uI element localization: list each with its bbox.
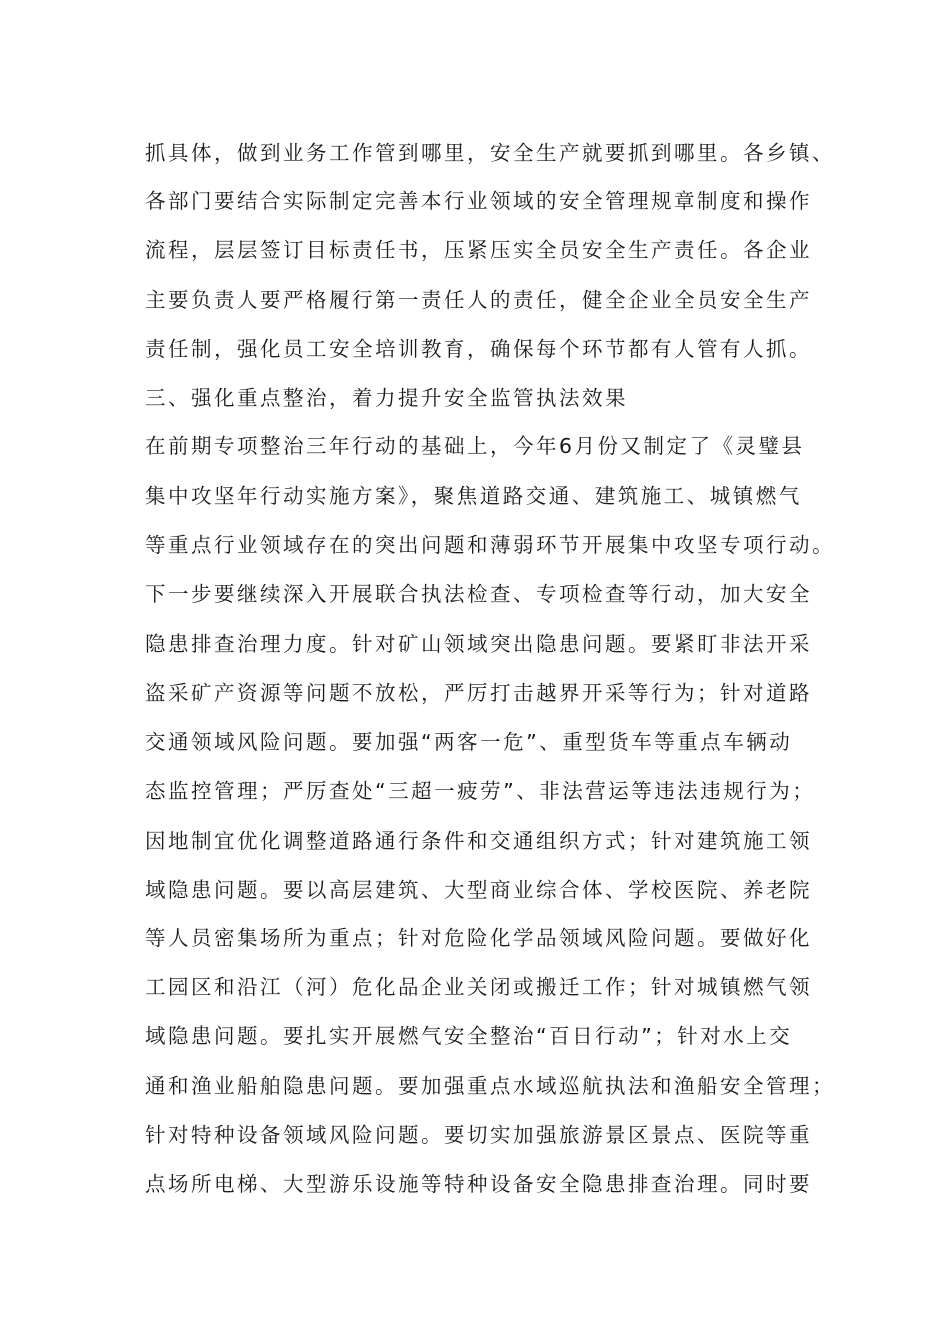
body-text-line: 主要负责人要严格履行第一责任人的责任，健全企业全员安全生产 <box>145 288 812 312</box>
body-text-line: 隐患排查治理力度。针对矿山领域突出隐患问题。要紧盯非法开采 <box>145 632 812 656</box>
section-heading: 三、强化重点整治，着力提升安全监管执法效果 <box>145 386 628 410</box>
body-text-line: 等重点行业领域存在的突出问题和薄弱环节开展集中攻坚专项行动。 <box>145 533 835 557</box>
body-text-line: 工园区和沿江（河）危化品企业关闭或搬迁工作；针对城镇燃气领 <box>145 975 812 999</box>
body-text-line: 集中攻坚年行动实施方案》，聚焦道路交通、建筑施工、城镇燃气 <box>145 484 802 508</box>
body-text-line: 盗采矿产资源等问题不放松，严厉打击越界开采等行为；针对道路 <box>145 681 812 705</box>
body-text-line: 点场所电梯、大型游乐设施等特种设备安全隐患排查治理。同时要 <box>145 1172 812 1196</box>
body-text-line: 责任制，强化员工安全培训教育，确保每个环节都有人管有人抓。 <box>145 337 812 361</box>
body-text-line: 域隐患问题。要扎实开展燃气安全整治“百日行动”；针对水上交 <box>145 1024 793 1048</box>
body-text-line: 在前期专项整治三年行动的基础上，今年6月份又制定了《灵璧县 <box>145 434 805 458</box>
body-text-line: 各部门要结合实际制定完善本行业领域的安全管理规章制度和操作 <box>145 189 812 213</box>
body-text-line: 交通领域风险问题。要加强“两客一危”、重型货车等重点车辆动 <box>145 730 793 754</box>
body-text-line: 抓具体，做到业务工作管到哪里，安全生产就要抓到哪里。各乡镇、 <box>145 141 835 165</box>
body-text-line: 等人员密集场所为重点；针对危险化学品领域风险问题。要做好化 <box>145 926 812 950</box>
body-text-line: 因地制宜优化调整道路通行条件和交通组织方式；针对建筑施工领 <box>145 829 812 853</box>
body-text-line: 通和渔业船舶隐患问题。要加强重点水域巡航执法和渔船安全管理； <box>145 1074 835 1098</box>
body-text-line: 下一步要继续深入开展联合执法检查、专项检查等行动，加大安全 <box>145 582 812 606</box>
body-text-line: 流程，层层签订目标责任书，压紧压实全员安全生产责任。各企业 <box>145 238 812 262</box>
body-text-line: 域隐患问题。要以高层建筑、大型商业综合体、学校医院、养老院 <box>145 878 812 902</box>
body-text-line: 态监控管理；严厉查处“三超一疲劳”、非法营运等违法违规行为； <box>145 779 816 803</box>
body-text-line: 针对特种设备领域风险问题。要切实加强旅游景区景点、医院等重 <box>145 1123 812 1147</box>
